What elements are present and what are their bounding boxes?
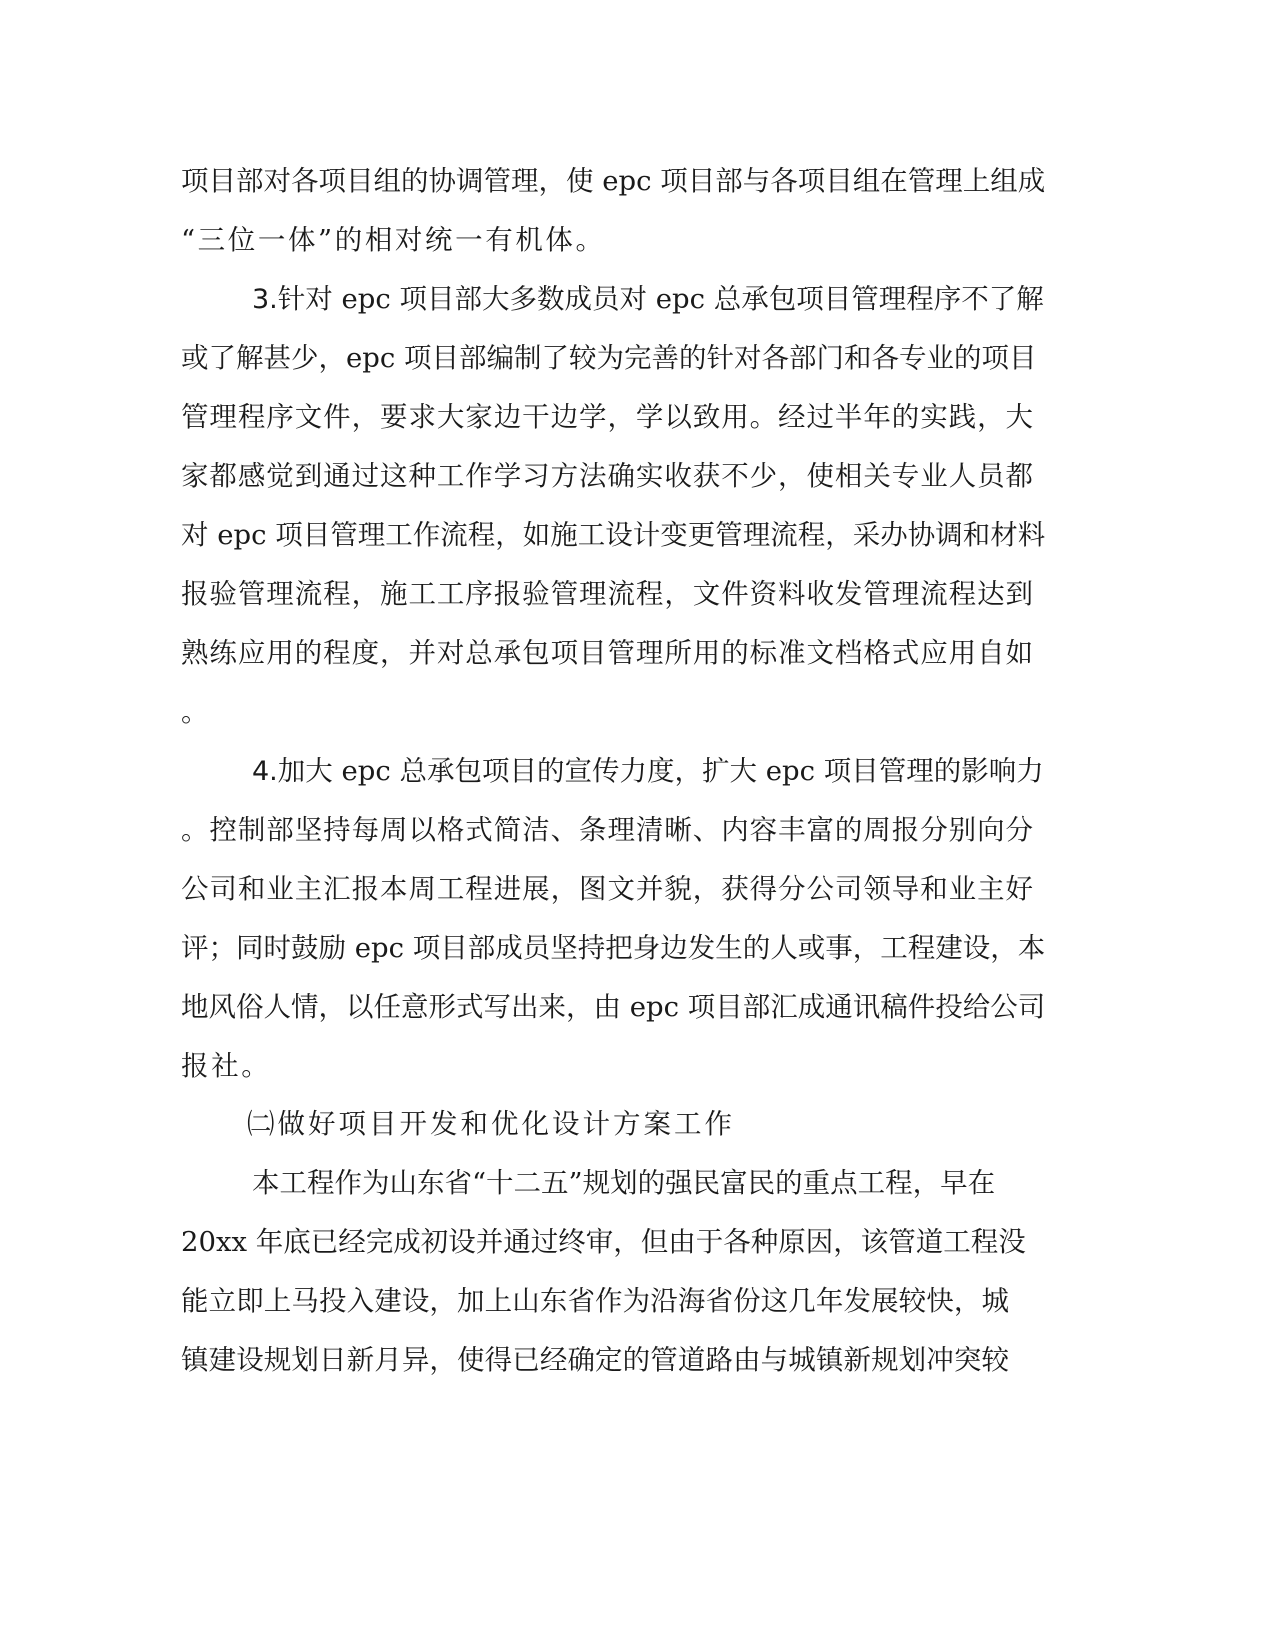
list-item-3 (252, 281, 1044, 318)
paragraph-line: 项目部对各项目组的协调管理，使 epc 项目部与各项目组在管理上组成 (181, 165, 1046, 197)
paragraph-line: “三位一体”的相对统一有机体。 (181, 224, 606, 256)
paragraph-line: 报社。 (181, 1050, 272, 1082)
paragraph-line: 。 (181, 696, 209, 728)
paragraph-line: 。控制部坚持每周以格式简洁、条理清晰、内容丰富的周报分别向分 (181, 814, 1033, 846)
paragraph-line: 或了解甚少，epc 项目部编制了较为完善的针对各部门和各专业的项目 (181, 342, 1037, 374)
paragraph-line: 能立即上马投入建设，加上山东省作为沿海省份这几年发展较快，城 (181, 1285, 1009, 1317)
paragraph-line: 镇建设规划日新月异，使得已经确定的管道路由与城镇新规划冲突较 (181, 1344, 1009, 1376)
section-heading: ㈡做好项目开发和优化设计方案工作 (247, 1108, 735, 1140)
paragraph-line: 地风俗人情，以任意形式写出来，由 epc 项目部汇成通讯稿件投给公司 (181, 991, 1046, 1023)
item-number: 4. (252, 756, 278, 787)
paragraph-line: 针对 epc 项目部大多数成员对 epc 总承包项目管理程序不了解 (277, 283, 1044, 315)
paragraph-line: 对 epc 项目管理工作流程，如施工设计变更管理流程，采办协调和材料 (181, 519, 1046, 551)
paragraph-line: 管理程序文件，要求大家边干边学，学以致用。经过半年的实践，大 (181, 401, 1033, 433)
list-item-4 (252, 753, 1044, 790)
paragraph-line: 公司和业主汇报本周工程进展，图文并貌，获得分公司领导和业主好 (181, 873, 1033, 905)
item-number: 3. (252, 284, 278, 315)
paragraph-line: 评；同时鼓励 epc 项目部成员坚持把身边发生的人或事，工程建设，本 (181, 932, 1046, 964)
paragraph-line: 加大 epc 总承包项目的宣传力度，扩大 epc 项目管理的影响力 (277, 755, 1044, 787)
paragraph-line: 20xx 年底已经完成初设并通过终审，但由于各种原因，该管道工程没 (181, 1226, 1026, 1258)
paragraph-line: 家都感觉到通过这种工作学习方法确实收获不少，使相关专业人员都 (181, 460, 1033, 492)
paragraph-line: 本工程作为山东省“十二五”规划的强民富民的重点工程，早在 (252, 1167, 996, 1199)
paragraph-line: 熟练应用的程度，并对总承包项目管理所用的标准文档格式应用自如 (181, 637, 1033, 669)
paragraph-line: 报验管理流程，施工工序报验管理流程，文件资料收发管理流程达到 (181, 578, 1033, 610)
